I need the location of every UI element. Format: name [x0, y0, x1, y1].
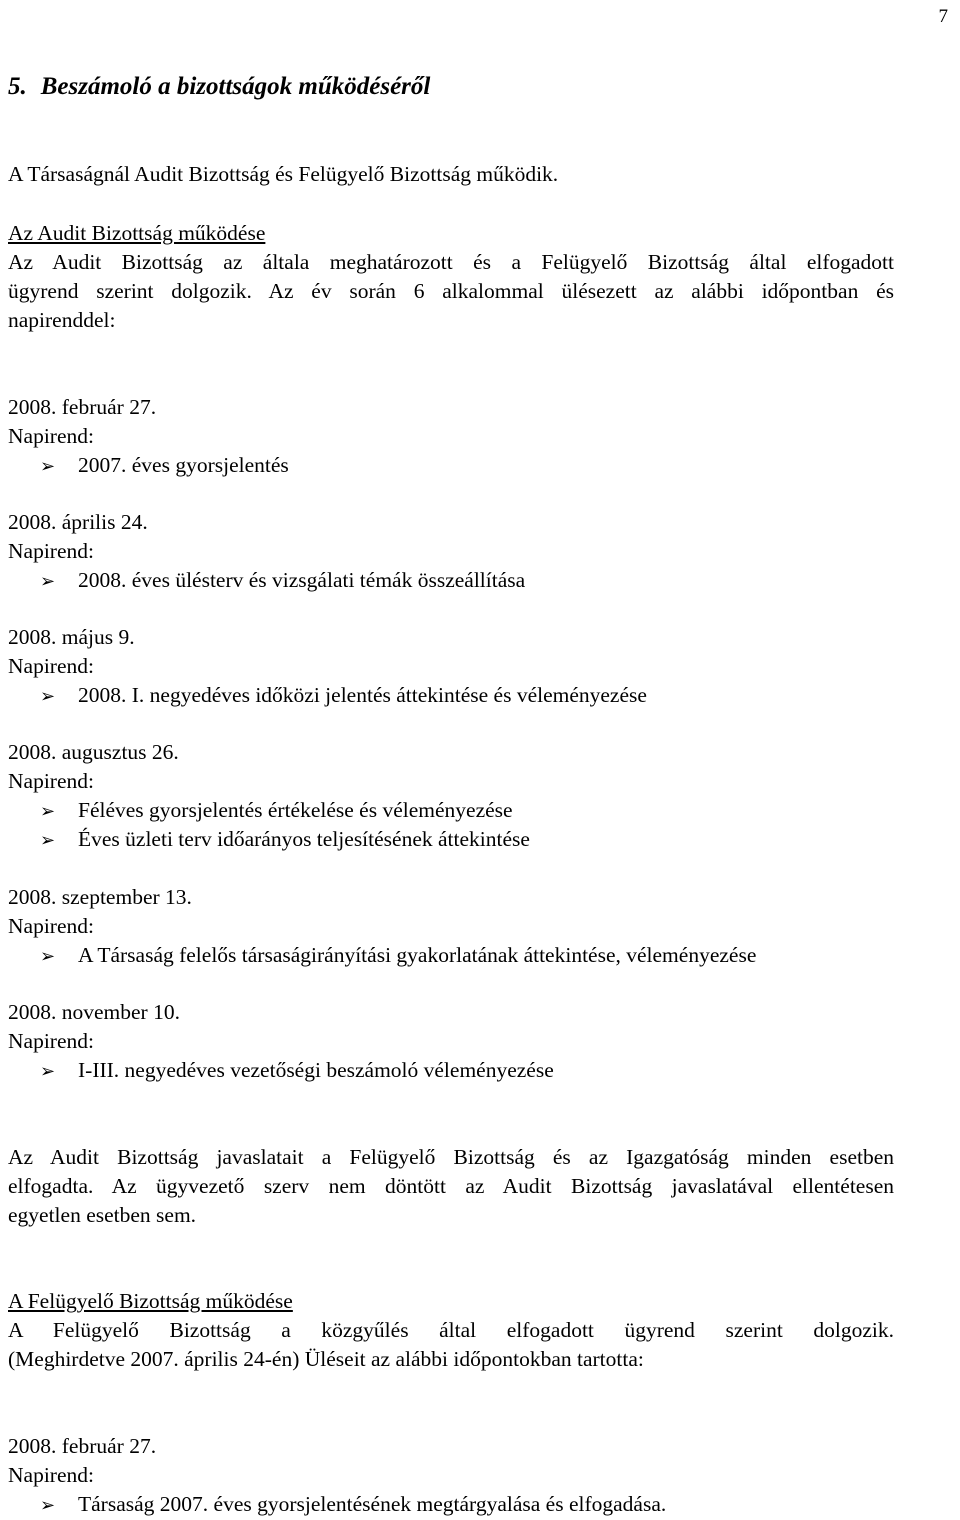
meeting-date: 2008. szeptember 13. — [8, 885, 192, 909]
meeting-date: 2008. május 9. — [8, 625, 135, 649]
agenda-item — [40, 941, 756, 971]
section-title: Beszámoló a bizottságok működéséről — [40, 73, 431, 100]
agenda-item — [40, 1056, 554, 1086]
napirend-label: Napirend: — [8, 769, 94, 793]
agenda-item-text: Társaság 2007. éves gyorsjelentésének megtárgyalása és elfogadása. — [78, 1492, 667, 1516]
meeting-date: 2008. február 27. — [8, 1434, 157, 1458]
intro-text: A Társaságnál Audit Bizottság és Felügyelő Bizottság működik. — [8, 162, 559, 186]
agenda-item-text: Féléves gyorsjelentés értékelése és véleményezése — [78, 798, 513, 822]
napirend-label: Napirend: — [8, 914, 94, 938]
napirend-label: Napirend: — [8, 1463, 94, 1487]
agenda-item-text: Éves üzleti terv időarányos teljesítésének áttekintése — [78, 827, 530, 851]
audit-committee-heading: Az Audit Bizottság működése — [8, 221, 266, 245]
audit-intro-line: Az Audit Bizottság az általa meghatározott és a Felügyelő Bizottság által elfogadott — [8, 250, 894, 274]
arrowhead-bullet-icon: ➢ — [40, 571, 56, 592]
audit-intro-paragraph — [8, 248, 894, 335]
agenda-item-text: 2007. éves gyorsjelentés — [78, 453, 289, 477]
meeting-date: 2008. április 24. — [8, 510, 148, 534]
napirend-label: Napirend: — [8, 424, 94, 448]
napirend-label: Napirend: — [8, 539, 94, 563]
meeting-date: 2008. augusztus 26. — [8, 740, 179, 764]
audit-closing-line: egyetlen esetben sem. — [8, 1203, 197, 1227]
supervisory-intro-line: A Felügyelő Bizottság a közgyűlés által elfogadott ügyrend szerint dolgozik. — [8, 1318, 894, 1342]
audit-intro-line: ügyrend szerint dolgozik. Az év során 6 alkalommal ülésezett az alábbi időpontban és — [8, 279, 894, 303]
napirend-label: Napirend: — [8, 1029, 94, 1053]
supervisory-board-heading: A Felügyelő Bizottság működése — [8, 1289, 293, 1313]
audit-closing-line: Az Audit Bizottság javaslatait a Felügyelő Bizottság és az Igazgatóság minden esetben — [8, 1145, 894, 1169]
arrowhead-bullet-icon: ➢ — [40, 686, 56, 707]
arrowhead-bullet-icon: ➢ — [40, 456, 56, 477]
napirend-label: Napirend: — [8, 654, 94, 678]
meeting-date: 2008. november 10. — [8, 1000, 180, 1024]
audit-closing-paragraph — [8, 1143, 894, 1230]
agenda-item — [40, 1490, 666, 1520]
supervisory-intro-line: (Meghirdetve 2007. április 24-én) Üléseit az alábbi időpontokban tartotta: — [8, 1347, 644, 1371]
section-number: 5. — [8, 73, 27, 100]
agenda-item-text: 2008. I. negyedéves időközi jelentés áttekintése és véleményezése — [78, 683, 647, 707]
section-heading — [8, 72, 430, 101]
agenda-item-text: I-III. negyedéves vezetőségi beszámoló véleményezése — [78, 1058, 554, 1082]
agenda-item — [40, 825, 530, 855]
agenda-item-text: A Társaság felelős társaságirányítási gyakorlatának áttekintése, véleményezése — [78, 943, 757, 967]
arrowhead-bullet-icon: ➢ — [40, 946, 56, 967]
supervisory-intro-paragraph — [8, 1316, 894, 1374]
meeting-date: 2008. február 27. — [8, 395, 157, 419]
arrowhead-bullet-icon: ➢ — [40, 801, 56, 822]
arrowhead-bullet-icon: ➢ — [40, 1061, 56, 1082]
page-number: 7 — [938, 6, 948, 27]
audit-intro-line: napirenddel: — [8, 308, 116, 332]
agenda-item — [40, 681, 647, 711]
arrowhead-bullet-icon: ➢ — [40, 830, 56, 851]
agenda-item-text: 2008. éves ülésterv és vizsgálati témák összeállítása — [78, 568, 526, 592]
arrowhead-bullet-icon: ➢ — [40, 1495, 56, 1516]
agenda-item — [40, 451, 289, 481]
agenda-item — [40, 566, 525, 596]
agenda-item — [40, 796, 513, 826]
audit-closing-line: elfogadta. Az ügyvezető szerv nem döntött az Audit Bizottság javaslatával ellentétesen — [8, 1174, 894, 1198]
